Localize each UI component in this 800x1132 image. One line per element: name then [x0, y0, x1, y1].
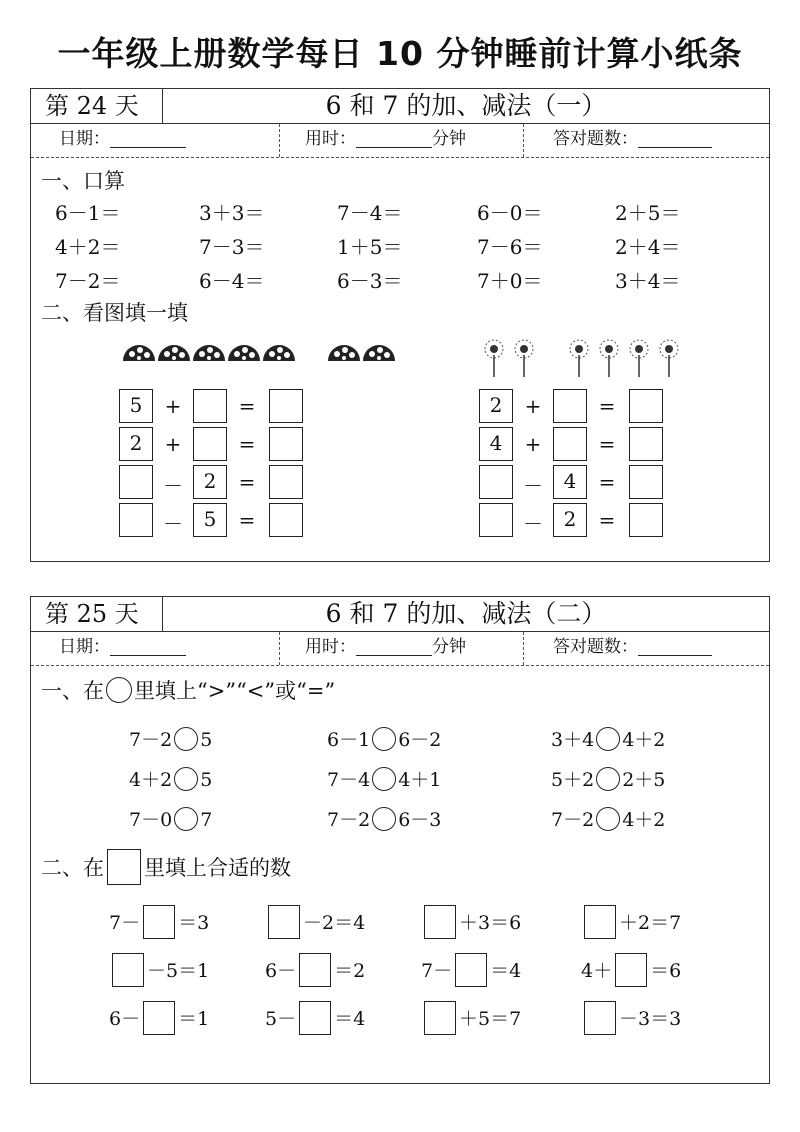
fill-suffix: ＋5＝7	[459, 1008, 522, 1030]
fill-item	[421, 953, 521, 987]
day25-card	[30, 596, 770, 1084]
answer-box[interactable]	[553, 389, 587, 423]
ladybug-icon	[193, 345, 225, 361]
answer-box[interactable]	[629, 503, 663, 537]
answer-box[interactable]	[479, 465, 513, 499]
oral-item: 6－0＝	[477, 201, 543, 225]
section2-post: 里填上合适的数	[144, 856, 291, 880]
fill-box[interactable]	[299, 953, 331, 987]
equals-sign: =	[238, 508, 256, 532]
minutes-label: 分钟	[432, 637, 466, 657]
compare-item	[551, 725, 665, 752]
fill-suffix: ＝2	[334, 960, 366, 982]
oral-item: 6－1＝	[55, 201, 121, 225]
fill-item	[581, 1001, 681, 1035]
compare-item	[327, 805, 441, 832]
fill-box[interactable]	[112, 953, 144, 987]
day25-section1-title	[41, 675, 335, 705]
compare-circle[interactable]	[174, 727, 198, 751]
fill-item	[109, 905, 209, 939]
fill-item	[109, 1001, 209, 1035]
answer-box[interactable]: 5	[119, 389, 153, 423]
compare-left: 7－2	[129, 729, 173, 751]
oral-item: 6－3＝	[337, 269, 403, 293]
date-blank[interactable]	[110, 125, 186, 148]
equals-sign: =	[598, 470, 616, 494]
answer-box[interactable]	[193, 389, 227, 423]
operator: +	[524, 394, 542, 418]
oral-item: 2＋4＝	[615, 235, 681, 259]
oral-item: 7－3＝	[199, 235, 265, 259]
day25-meta-row	[31, 632, 769, 666]
compare-item	[551, 765, 665, 792]
fill-box[interactable]	[143, 905, 175, 939]
answer-box[interactable]: 4	[553, 465, 587, 499]
compare-item	[327, 725, 441, 752]
fill-box[interactable]	[268, 905, 300, 939]
answer-box[interactable]	[629, 465, 663, 499]
compare-circle[interactable]	[596, 727, 620, 751]
oral-item: 7－6＝	[477, 235, 543, 259]
ladybug-icon	[263, 345, 295, 361]
fill-suffix: ＝4	[490, 960, 522, 982]
oral-item: 3＋4＝	[615, 269, 681, 293]
fill-suffix: －3＝3	[619, 1008, 682, 1030]
compare-left: 7－2	[551, 809, 595, 831]
day25-date-field[interactable]	[59, 632, 186, 665]
compare-circle[interactable]	[174, 767, 198, 791]
operator: +	[164, 394, 182, 418]
oral-item: 7－2＝	[55, 269, 121, 293]
flower-icon	[485, 340, 503, 377]
fill-prefix: 6－	[109, 1008, 141, 1030]
correct-blank[interactable]	[638, 633, 712, 656]
compare-left: 4＋2	[129, 769, 173, 791]
oral-item: 2＋5＝	[615, 201, 681, 225]
compare-circle[interactable]	[174, 807, 198, 831]
oral-item: 4＋2＝	[55, 235, 121, 259]
day24-section2-title: 二、看图填一填	[41, 301, 188, 325]
operator: －	[523, 474, 543, 498]
compare-circle[interactable]	[596, 807, 620, 831]
day25-correct-field[interactable]	[553, 632, 712, 665]
oral-item: 1＋5＝	[337, 235, 403, 259]
minutes-label: 分钟	[432, 129, 466, 149]
day24-card	[30, 88, 770, 562]
answer-box[interactable]	[269, 389, 303, 423]
day25-day-label: 第 25 天	[31, 597, 163, 631]
fill-item	[265, 905, 365, 939]
answer-box[interactable]	[119, 503, 153, 537]
fill-prefix: 7－	[109, 912, 141, 934]
answer-box[interactable]	[269, 427, 303, 461]
operator: －	[163, 474, 183, 498]
flower-icon	[660, 340, 678, 377]
fill-item	[421, 905, 521, 939]
fill-item	[581, 905, 681, 939]
section1-post: 里填上“>”“<”或“=”	[134, 679, 336, 703]
answer-box[interactable]	[629, 427, 663, 461]
answer-box[interactable]: 2	[479, 389, 513, 423]
compare-right: 6－2	[398, 729, 442, 751]
section2-pre: 二、在	[41, 856, 104, 880]
correct-label: 答对题数：	[553, 129, 638, 149]
fill-box[interactable]	[143, 1001, 175, 1035]
fill-suffix: ＋3＝6	[459, 912, 522, 934]
fill-prefix: 5－	[265, 1008, 297, 1030]
compare-item	[327, 765, 441, 792]
fill-prefix: 7－	[421, 960, 453, 982]
ladybug-icon	[158, 345, 190, 361]
answer-box[interactable]	[629, 389, 663, 423]
fill-prefix: 4＋	[581, 960, 613, 982]
compare-left: 6－1	[327, 729, 371, 751]
compare-left: 3＋4	[551, 729, 595, 751]
answer-box[interactable]: 2	[193, 465, 227, 499]
answer-box[interactable]	[479, 503, 513, 537]
equals-sign: =	[598, 394, 616, 418]
day24-time-field[interactable]	[305, 124, 466, 157]
fill-item	[421, 1001, 521, 1035]
time-blank[interactable]	[356, 125, 432, 148]
fill-box[interactable]	[584, 1001, 616, 1035]
compare-right: 2＋5	[622, 769, 666, 791]
compare-right: 4＋2	[622, 809, 666, 831]
ladybug-picture	[119, 339, 409, 369]
correct-blank[interactable]	[638, 125, 712, 148]
oral-item: 6－4＝	[199, 269, 265, 293]
fill-suffix: ＝4	[334, 1008, 366, 1030]
compare-right: 6－3	[398, 809, 442, 831]
compare-left: 7－4	[327, 769, 371, 791]
page-title: 一年级上册数学每日 10 分钟睡前计算小纸条	[57, 34, 743, 73]
time-label: 用时：	[305, 129, 356, 149]
compare-item	[129, 765, 212, 792]
ladybug-icon	[328, 345, 360, 361]
fill-item	[265, 953, 365, 987]
fill-suffix: －2＝4	[303, 912, 366, 934]
ladybug-icon	[363, 345, 395, 361]
answer-box[interactable]: 2	[119, 427, 153, 461]
flower-picture	[479, 337, 689, 379]
answer-box[interactable]: 4	[479, 427, 513, 461]
operator: －	[163, 512, 183, 536]
date-label: 日期：	[59, 637, 110, 657]
compare-right: 4＋2	[622, 729, 666, 751]
ladybug-icon	[228, 345, 260, 361]
compare-left: 7－0	[129, 809, 173, 831]
day24-header	[31, 89, 769, 124]
equals-sign: =	[598, 508, 616, 532]
operator: +	[164, 432, 182, 456]
day24-topic: 6 和 7 的加、减法（一）	[325, 91, 607, 120]
flower-icon	[600, 340, 618, 377]
fill-prefix: 6－	[265, 960, 297, 982]
compare-right: 7	[200, 809, 213, 831]
compare-left: 5＋2	[551, 769, 595, 791]
answer-box[interactable]	[269, 465, 303, 499]
fill-item	[581, 953, 681, 987]
compare-right: 4＋1	[398, 769, 442, 791]
fill-suffix: ＋2＝7	[619, 912, 682, 934]
day25-topic: 6 和 7 的加、减法（二）	[325, 599, 607, 628]
day24-section1-title: 一、口算	[41, 169, 125, 193]
compare-circle[interactable]	[372, 807, 396, 831]
compare-circle[interactable]	[372, 727, 396, 751]
day24-meta-row	[31, 124, 769, 158]
date-label: 日期：	[59, 129, 110, 149]
fill-box[interactable]	[424, 1001, 456, 1035]
equals-sign: =	[238, 470, 256, 494]
day25-section2-title	[41, 849, 291, 885]
compare-circle[interactable]	[596, 767, 620, 791]
compare-item	[129, 805, 212, 832]
fill-suffix: ＝6	[650, 960, 682, 982]
time-label: 用时：	[305, 637, 356, 657]
day25-time-field[interactable]	[305, 632, 466, 665]
date-blank[interactable]	[110, 633, 186, 656]
compare-circle[interactable]	[372, 767, 396, 791]
fill-box[interactable]	[584, 905, 616, 939]
fill-box[interactable]	[455, 953, 487, 987]
time-blank[interactable]	[356, 633, 432, 656]
section1-pre: 一、在	[41, 679, 104, 703]
compare-right: 5	[200, 729, 213, 751]
fill-suffix: ＝3	[178, 912, 210, 934]
fill-box[interactable]	[299, 1001, 331, 1035]
fill-box[interactable]	[615, 953, 647, 987]
answer-box[interactable]	[553, 427, 587, 461]
answer-box[interactable]: 2	[553, 503, 587, 537]
day24-day-label: 第 24 天	[31, 89, 163, 123]
fill-item	[265, 1001, 365, 1035]
equals-sign: =	[238, 432, 256, 456]
answer-box[interactable]	[269, 503, 303, 537]
compare-item	[551, 805, 665, 832]
compare-item	[129, 725, 212, 752]
day24-correct-field[interactable]	[553, 124, 712, 157]
fill-item	[109, 953, 209, 987]
ladybug-icon	[123, 345, 155, 361]
operator: －	[523, 512, 543, 536]
oral-item: 7＋0＝	[477, 269, 543, 293]
answer-box[interactable]	[193, 427, 227, 461]
equals-sign: =	[598, 432, 616, 456]
day24-date-field[interactable]	[59, 124, 186, 157]
circle-icon	[106, 677, 132, 703]
oral-item: 7－4＝	[337, 201, 403, 225]
square-icon	[107, 849, 141, 885]
compare-left: 7－2	[327, 809, 371, 831]
fill-suffix: ＝1	[178, 1008, 210, 1030]
flower-icon	[515, 340, 533, 377]
oral-item: 3＋3＝	[199, 201, 265, 225]
flower-icon	[570, 340, 588, 377]
flower-icon	[630, 340, 648, 377]
fill-suffix: －5＝1	[147, 960, 210, 982]
equals-sign: =	[238, 394, 256, 418]
compare-right: 5	[200, 769, 213, 791]
answer-box[interactable]	[119, 465, 153, 499]
correct-label: 答对题数：	[553, 637, 638, 657]
fill-box[interactable]	[424, 905, 456, 939]
answer-box[interactable]: 5	[193, 503, 227, 537]
day25-header	[31, 597, 769, 632]
operator: +	[524, 432, 542, 456]
